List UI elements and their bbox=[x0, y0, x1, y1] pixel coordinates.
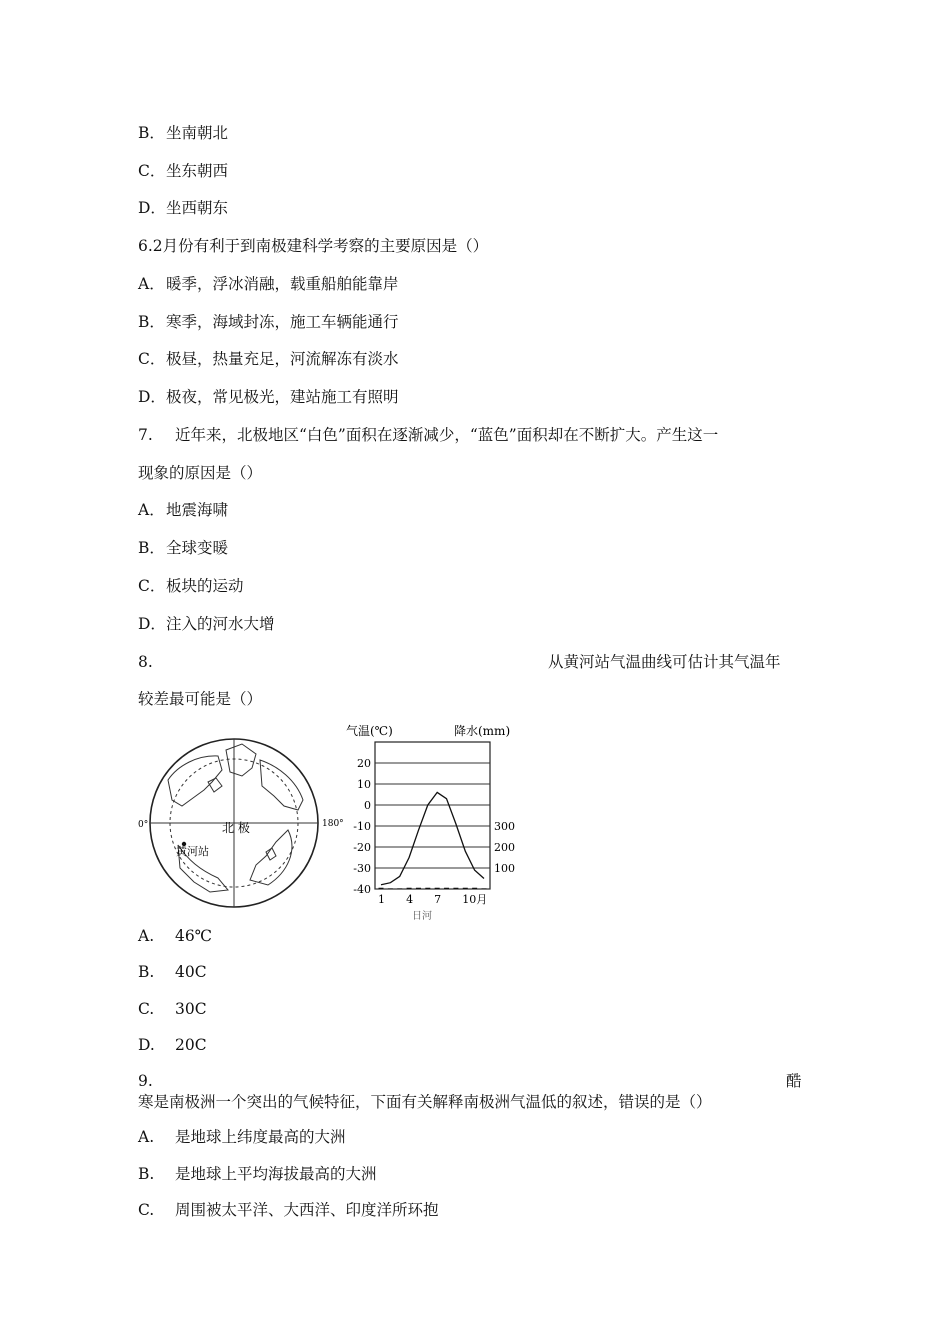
q7-option-d: D．注入的河水大增 bbox=[138, 615, 275, 633]
temp-tick-label: 20 bbox=[357, 757, 371, 770]
temp-tick-label: -20 bbox=[353, 841, 371, 854]
precip-bar bbox=[397, 888, 402, 889]
precip-bar bbox=[416, 888, 421, 889]
q6-option-b: B．寒季，海域封冻，施工车辆能通行 bbox=[138, 313, 399, 331]
lon-left-label: 0° bbox=[138, 820, 149, 830]
q9-number: 9. bbox=[138, 1072, 153, 1090]
q8-option-c: C. 30C bbox=[138, 1000, 207, 1018]
grid-lines bbox=[375, 763, 490, 889]
temp-axis-label: 气温(℃) bbox=[346, 724, 393, 738]
precip-bar bbox=[435, 888, 440, 889]
precip-axis-label: 降水(mm) bbox=[454, 724, 511, 738]
month-tick-label: 1 bbox=[378, 893, 385, 906]
temp-tick-label: 0 bbox=[364, 799, 371, 812]
q8-option-b: B. 40C bbox=[138, 963, 207, 981]
station-label: 黄河站 bbox=[176, 845, 209, 858]
q9-option-c: C. 周围被太平洋、大西洋、印度洋所环抱 bbox=[138, 1201, 439, 1219]
q9-option-a: A. 是地球上纬度最高的大洲 bbox=[138, 1128, 346, 1146]
climograph bbox=[346, 723, 515, 920]
precip-bar bbox=[463, 888, 468, 889]
q9-right-char: 酷 bbox=[786, 1072, 802, 1090]
lon-right-label: 180° bbox=[322, 819, 344, 829]
q5-option-d: D．坐西朝东 bbox=[138, 199, 229, 217]
month-tick-label: 7 bbox=[434, 893, 442, 906]
figure-svg bbox=[138, 720, 538, 920]
q8-option-d: D. 20C bbox=[138, 1036, 207, 1054]
temp-tick-label: 10 bbox=[357, 778, 371, 791]
temperature-line bbox=[381, 792, 484, 884]
q8-option-a: A. 46℃ bbox=[138, 927, 213, 945]
q6-option-c: C．极昼，热量充足，河流解冻有淡水 bbox=[138, 350, 399, 368]
temp-tick-label: -30 bbox=[353, 862, 371, 875]
precip-bar bbox=[444, 888, 449, 889]
temp-tick-label: -10 bbox=[353, 820, 371, 833]
precip-bar bbox=[379, 888, 384, 889]
precip-bar bbox=[472, 888, 477, 889]
q7-stem-line1: 7. 近年来，北极地区“白色”面积在逐渐减少，“蓝色”面积却在不断扩大。产生这一 bbox=[138, 426, 719, 444]
precip-bar bbox=[425, 888, 430, 889]
month-tick-label: 4 bbox=[406, 893, 414, 906]
q9-stem-line2: 寒是南极洲一个突出的气候特征，下面有关解释南极洲气温低的叙述，错误的是（） bbox=[138, 1093, 712, 1111]
precip-tick-label: 200 bbox=[494, 841, 515, 854]
precip-ticks bbox=[494, 820, 515, 875]
month-ticks bbox=[378, 893, 487, 906]
temp-tick-label: -40 bbox=[353, 883, 371, 896]
q8-figure bbox=[138, 720, 538, 924]
q5-option-c: C．坐东朝西 bbox=[138, 162, 229, 180]
precip-bar bbox=[453, 888, 458, 889]
north-pole-label: 北 极 bbox=[222, 821, 250, 835]
q7-option-a: A．地震海啸 bbox=[138, 501, 229, 519]
q7-stem-line2: 现象的原因是（） bbox=[138, 464, 263, 482]
q8-stem-line2: 较差最可能是（） bbox=[138, 690, 263, 708]
precip-bar bbox=[388, 888, 393, 889]
figure-caption: 日河 bbox=[412, 911, 432, 920]
q8-stem-right: 从黄河站气温曲线可估计其气温年 bbox=[548, 653, 781, 671]
q8-number: 8. bbox=[138, 653, 153, 671]
q6-option-d: D．极夜，常见极光，建站施工有照明 bbox=[138, 388, 399, 406]
precip-tick-label: 100 bbox=[494, 862, 515, 875]
month-tick-label: 10月 bbox=[462, 893, 488, 906]
precip-tick-label: 300 bbox=[494, 820, 515, 833]
polar-map bbox=[138, 739, 344, 907]
precip-bar bbox=[482, 888, 487, 889]
q9-option-b: B. 是地球上平均海拔最高的大洲 bbox=[138, 1165, 377, 1183]
q6-stem: 6.2月份有利于到南极建科学考察的主要原因是（） bbox=[138, 237, 489, 255]
q6-option-a: A．暖季，浮冰消融，载重船舶能靠岸 bbox=[138, 275, 399, 293]
precip-bar bbox=[407, 888, 412, 889]
temp-ticks bbox=[353, 757, 371, 896]
q7-option-b: B．全球变暖 bbox=[138, 539, 229, 557]
q7-option-c: C．板块的运动 bbox=[138, 577, 244, 595]
q5-option-b: B．坐南朝北 bbox=[138, 124, 229, 142]
